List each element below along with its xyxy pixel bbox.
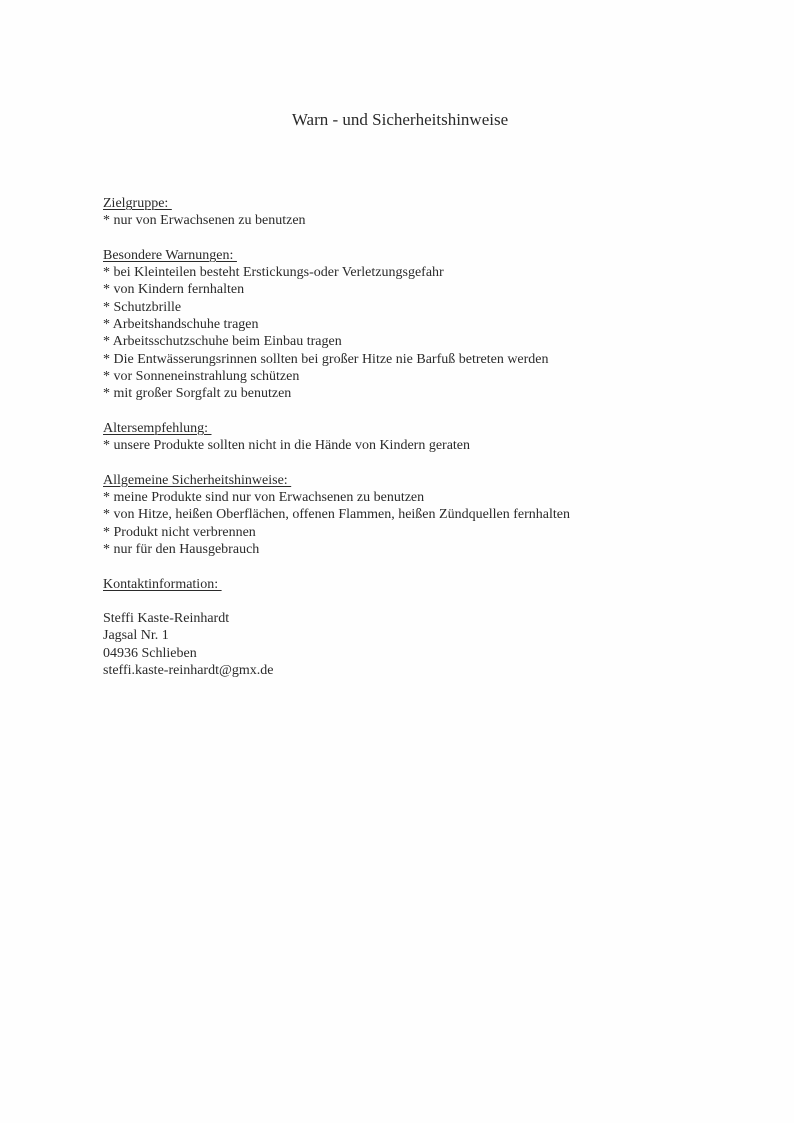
section-age-recommendation: [103, 420, 763, 455]
section-heading: Kontaktinformation:: [103, 576, 222, 592]
list-item: * bei Kleinteilen besteht Erstickungs-oder Verletzungsgefahr: [103, 265, 444, 281]
list-item: * von Kindern fernhalten: [103, 282, 245, 298]
list-item: * unsere Produkte sollten nicht in die Hände von Kindern geraten: [103, 438, 471, 454]
section-heading: Besondere Warnungen:: [103, 247, 237, 263]
section-contact: [103, 576, 763, 680]
list-item: * nur für den Hausgebrauch: [103, 541, 260, 557]
contact-email: steffi.kaste-reinhardt@gmx.de: [103, 663, 274, 679]
section-heading: Altersempfehlung:: [103, 420, 212, 436]
section-heading: Zielgruppe:: [103, 196, 172, 211]
section-target-group: [103, 195, 763, 230]
contact-street: Jagsal Nr. 1: [103, 628, 169, 644]
list-item: * Arbeitsschutzschuhe beim Einbau tragen: [103, 334, 342, 350]
contact-address: [103, 610, 763, 679]
document-title: Warn - und Sicherheitshinweise: [291, 110, 509, 129]
list-item: * von Hitze, heißen Oberflächen, offenen Flammen, heißen Zündquellen fernhalten: [103, 507, 571, 523]
list-item: * vor Sonneneinstrahlung schützen: [103, 368, 300, 384]
contact-name: Steffi Kaste-Reinhardt: [103, 611, 230, 627]
list-item: * meine Produkte sind nur von Erwachsenen zu benutzen: [103, 490, 425, 506]
list-item: * Schutzbrille: [103, 299, 182, 315]
list-item: * Die Entwässerungsrinnen sollten bei großer Hitze nie Barfuß betreten werden: [103, 351, 549, 367]
contact-city: 04936 Schlieben: [103, 645, 197, 661]
list-item: * Produkt nicht verbrennen: [103, 524, 256, 540]
section-general-safety: [103, 472, 763, 558]
section-heading: Allgemeine Sicherheitshinweise:: [103, 472, 292, 488]
list-item: * Arbeitshandschuhe tragen: [103, 317, 259, 333]
section-special-warnings: [103, 247, 763, 403]
document-body: [103, 195, 763, 697]
list-item: * mit großer Sorgfalt zu benutzen: [103, 386, 292, 402]
list-item: * nur von Erwachsenen zu benutzen: [103, 213, 306, 229]
